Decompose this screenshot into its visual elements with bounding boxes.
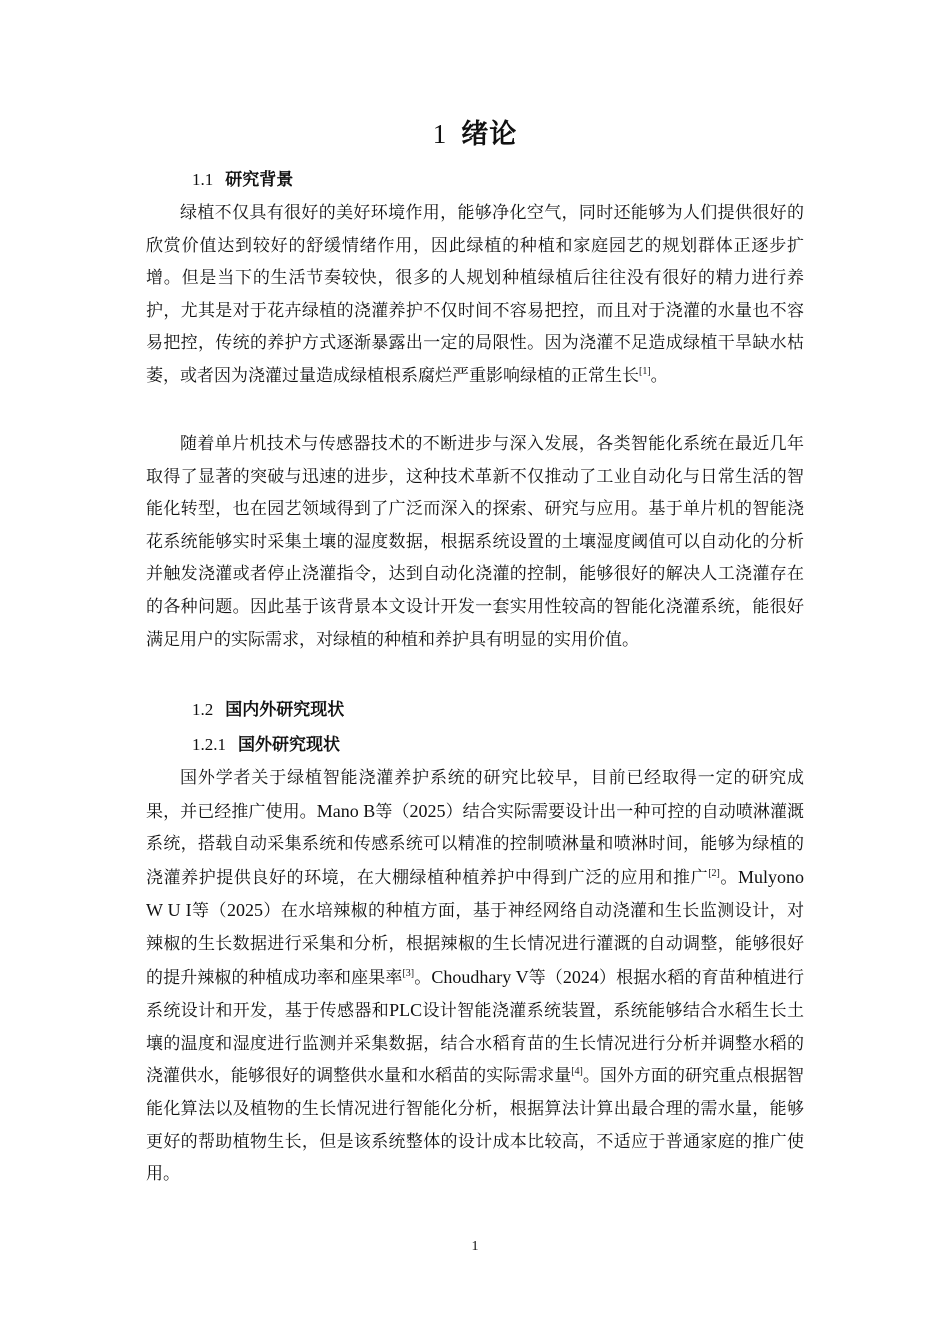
- paragraph-text: ）结合实际需要设计出一种可控的自动喷淋灌溉系统，搭载自动采集系统和传感系统可以精准的控制喷淋量和喷淋时间，能够为绿植的浇灌养护提供良好的环境，在大棚绿植种植养护中得到广泛的应用和推广: [146, 801, 805, 888]
- year: 2025: [226, 900, 263, 921]
- chapter-title: [0, 114, 950, 155]
- paragraph-background-1: [146, 197, 804, 393]
- section-title: 国内外研究现状: [225, 700, 345, 720]
- section-title: 研究背景: [225, 170, 294, 190]
- citation-4: [4]: [571, 1066, 583, 1078]
- acronym: PLC: [389, 1000, 423, 1021]
- paragraph-text: 。国外方面的研究重点根据智能化算法以及植物的生长情况进行智能化分析，根据算法计算出最合理的需水量，能够更好的帮助植物生长，但是该系统整体的设计成本比较高，不适应于普通家庭的推广使用。: [146, 1066, 805, 1185]
- section-heading-1-1: [192, 168, 293, 192]
- citation-2: [2]: [708, 867, 720, 879]
- paragraph-text: 。: [719, 867, 738, 888]
- paragraph-text: 等（: [528, 967, 563, 988]
- chapter-title-text: 绪论: [461, 119, 518, 150]
- chapter-number: 1: [432, 119, 448, 149]
- author-name: Mano B: [316, 800, 376, 821]
- citation-1: [1]: [639, 365, 651, 377]
- paragraph-foreign-research: [146, 762, 804, 1191]
- year: 2025: [409, 800, 446, 821]
- subsection-number: 1.2.1: [192, 735, 226, 754]
- paragraph-text: 等（: [191, 901, 227, 922]
- paragraph-text: 等（: [375, 801, 410, 822]
- paragraph-background-2: 随着单片机技术与传感器技术的不断进步与深入发展，各类智能化系统在最近几年取得了显著的突破与迅速的进步，这种技术革新不仅推动了工业自动化与日常生活的智能化转型，也在园艺领域得到了广泛而深入的探索、研究与应用。基于单片机的智能浇花系统能够实时采集土壤的湿度数据，根据系统设置的土壤湿度阈值可以自动化的分析并触发浇灌或者停止浇灌指令，达到自动化浇灌的控制，能够很好的解决人工浇灌存在的各种问题。因此基于该背景本文设计开发一套实用性较高的智能化浇灌系统，能很好满足用户的实际需求，对绿植的种植和养护具有明显的实用价值。: [146, 434, 804, 650]
- citation-3: [3]: [402, 967, 415, 979]
- subsection-heading-1-2-1: [192, 733, 340, 757]
- paragraph-text: 。: [650, 365, 668, 386]
- paragraph-text: 国外学者关于绿植智能浇灌养护系统的研究比较早，目前已经取得一定的研究成果，并已经推广使用。: [146, 768, 804, 822]
- author-name: Mulyono W U I: [146, 866, 805, 921]
- section-number: 1.2: [192, 700, 214, 719]
- paragraph-text: ）根据水稻的育苗种植进行系统设计和开发，基于传感器和: [146, 967, 805, 1022]
- page-number: 1: [471, 1239, 479, 1254]
- author-name: Choudhary V: [431, 966, 529, 987]
- paragraph-text: 设计智能浇灌系统装置，系统能够结合水稻生长土壤的温度和湿度进行监测并采集数据，结合水稻育苗的生长情况进行分析并调整水稻的浇灌供水，能够很好的调整供水量和水稻苗的实际需求量: [146, 1001, 805, 1087]
- paragraph-text: 绿植不仅具有很好的美好环境作用，能够净化空气，同时还能够为人们提供很好的欣赏价值达到较好的舒缓情绪作用，因此绿植的种植和家庭园艺的规划群体正逐步扩增。但是当下的生活节奏较快，很多的人规划种植绿植后往往没有很好的精力进行养护，尤其是对于花卉绿植的浇灌养护不仅时间不容易把控，而且对于浇灌的水量也不容易把控，传统的养护方式逐渐暴露出一定的局限性。因为浇灌不足造成绿植干旱缺水枯萎，或者因为浇灌过量造成绿植根系腐烂严重影响绿植的正常生长: [146, 203, 804, 386]
- section-number: 1.1: [192, 170, 214, 189]
- paragraph-text: 。: [414, 967, 432, 988]
- section-heading-1-2: [192, 698, 344, 722]
- paragraph-text: ）在水培辣椒的种植方面，基于神经网络自动浇灌和生长监测设计，对辣椒的生长数据进行采集和分析，根据辣椒的生长情况进行灌溉的自动调整，能够很好的提升辣椒的种植成功率和座果率: [146, 901, 805, 988]
- subsection-title: 国外研究现状: [238, 735, 340, 755]
- year: 2024: [562, 966, 599, 987]
